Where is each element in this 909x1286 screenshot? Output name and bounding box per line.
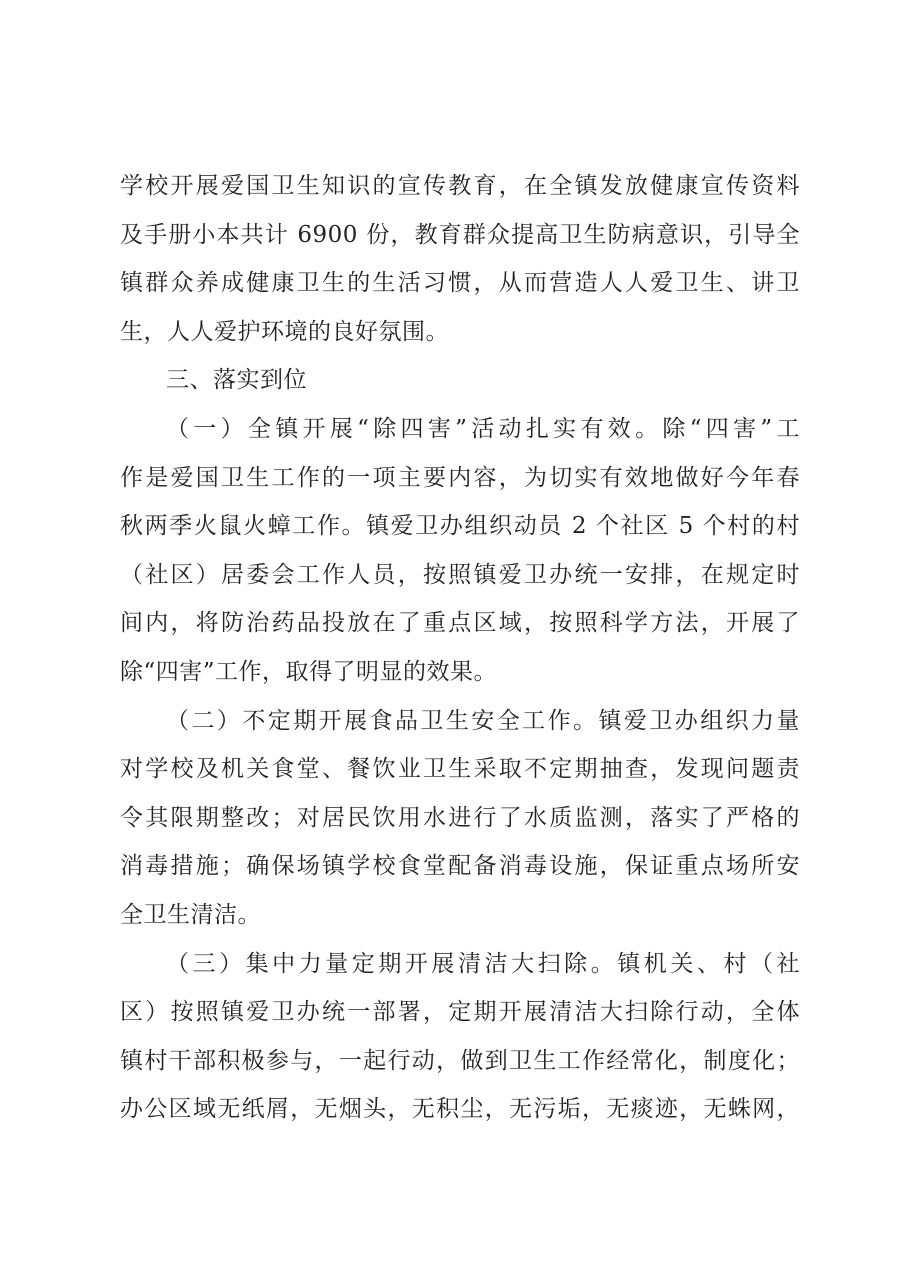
text-line: 令其限期整改；对居民饮用水进行了水质监测，落实了严格的 — [120, 804, 800, 831]
paragraph-first-line: （一）全镇开展“除四害”活动扎实有效。除“四害”工 — [166, 415, 800, 442]
text-line: 消毒措施；确保场镇学校食堂配备消毒设施，保证重点场所安 — [120, 853, 800, 880]
paragraph-first-line: （二）不定期开展食品卫生安全工作。镇爱卫办组织力量 — [166, 707, 800, 734]
text-line: 学校开展爱国卫生知识的宣传教育，在全镇发放健康宣传资料 — [120, 173, 800, 199]
text-line: 生，人人爱护环境的良好氛围。 — [120, 318, 449, 345]
text-line: 对学校及机关食堂、餐饮业卫生采取不定期抽查，发现问题责 — [120, 756, 800, 783]
text-line: 区）按照镇爱卫办统一部署，定期开展清洁大扫除行动，全体 — [120, 999, 800, 1026]
text-line: 镇村干部积极参与，一起行动，做到卫生工作经常化，制度化； — [120, 1047, 800, 1074]
text-line: 及手册小本共计 6900 份，教育群众提高卫生防病意识，引导全 — [120, 221, 800, 248]
section-heading: 三、落实到位 — [166, 367, 307, 394]
text-line: 除“四害”工作，取得了明显的效果。 — [120, 658, 498, 685]
text-line: 办公区域无纸屑，无烟头，无积尘，无污垢，无痰迹，无蛛网， — [120, 1096, 800, 1123]
text-line: （社区）居委会工作人员，按照镇爱卫办统一安排，在规定时 — [120, 561, 800, 588]
paragraph-first-line: （三）集中力量定期开展清洁大扫除。镇机关、村（社 — [166, 950, 800, 977]
text-line: 间内，将防治药品投放在了重点区域，按照科学方法，开展了 — [120, 610, 800, 637]
text-line: 秋两季火鼠火蟑工作。镇爱卫办组织动员 2 个社区 5 个村的村 — [120, 513, 800, 540]
text-line: 镇群众养成健康卫生的生活习惯，从而营造人人爱卫生、讲卫 — [120, 270, 800, 297]
text-line: 作是爱国卫生工作的一项主要内容，为切实有效地做好今年春 — [120, 464, 800, 491]
document-body — [120, 162, 800, 1134]
text-line: 全卫生清洁。 — [120, 901, 261, 928]
